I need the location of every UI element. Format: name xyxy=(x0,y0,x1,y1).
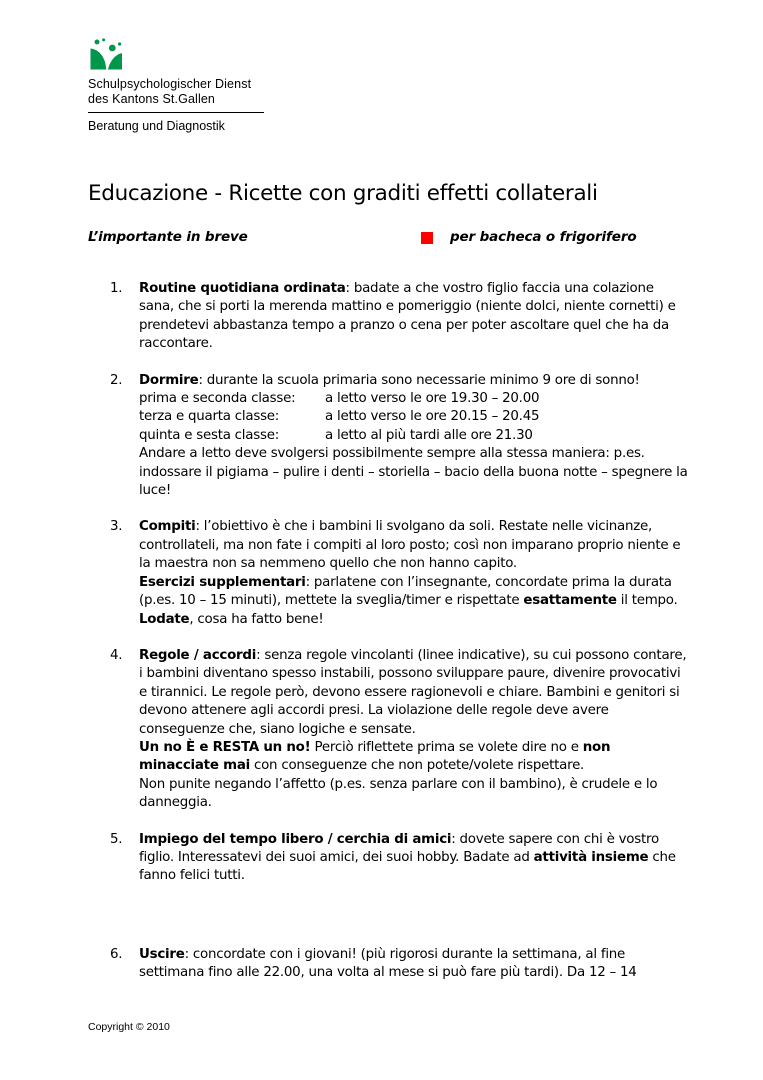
table-row xyxy=(139,427,539,445)
list-item-body: : durante la scuola primaria sono necessarie minimo 9 ore di sonno! xyxy=(198,372,640,388)
list-item-body-part-a: : dovete sapere con chi è vostro figlio. Interessatevi dei suoi amici, dei suoi hobby. Badate ad xyxy=(139,831,659,865)
list-item-body-secondary: Andare a letto deve svolgersi possibilmente sempre alla stessa maniera: p.es. indossare il pigiama – pulire i denti – storiella – bacio della buona notte – spegnere la luce! xyxy=(139,446,688,499)
list-item-emphasis: esattamente xyxy=(523,593,617,609)
list-item-heading: Routine quotidiana ordinata xyxy=(139,281,346,296)
list-item-number: 1. xyxy=(110,281,123,296)
list-item-number: 3. xyxy=(110,519,123,535)
organization-name xyxy=(88,77,338,106)
list-item-text xyxy=(139,647,688,739)
list-item-text xyxy=(139,831,688,886)
table-row xyxy=(139,408,539,426)
bedtime-schedule-table xyxy=(139,390,539,445)
schedule-grade-label: quinta e sesta classe: xyxy=(139,427,279,443)
subtitle-right: per bacheca o frigorifero xyxy=(450,229,637,245)
list-item-text-secondary xyxy=(139,739,688,776)
page-title: Educazione - Ricette con graditi effetti collaterali xyxy=(88,181,598,207)
list-item-number: 2. xyxy=(110,372,123,388)
list-item xyxy=(88,946,688,983)
list-item xyxy=(88,372,688,501)
list-item-heading: Compiti xyxy=(139,519,196,535)
list-item-body-part-a: : parlatene con l’insegnante, concordate prima la durata (p.es. 10 – 15 minuti), mettete la sveglia/timer e rispettate xyxy=(139,574,672,609)
list-item-number: 5. xyxy=(110,831,123,847)
list-item-number: 6. xyxy=(110,946,123,962)
list-item-subheading: Esercizi supplementari xyxy=(139,574,306,590)
list-item-emphasis: attività insieme xyxy=(533,849,649,865)
recommendations-list xyxy=(88,280,688,1001)
footer-copyright: Copyright © 2010 xyxy=(88,1021,170,1033)
list-item-text-tertiary xyxy=(139,611,688,629)
ssd-people-logo-icon xyxy=(88,38,124,72)
schedule-time-value: a letto verso le ore 20.15 – 20.45 xyxy=(325,409,540,425)
subtitle-row xyxy=(88,229,678,249)
list-item-body-part-a: Perciò riflettete prima se volete dire no e xyxy=(310,739,583,755)
schedule-time-value: a letto verso le ore 19.30 – 20.00 xyxy=(325,391,540,407)
schedule-grade-label: terza e quarta classe: xyxy=(139,409,280,425)
list-item-text-secondary xyxy=(139,574,688,611)
list-item-body-tertiary: , cosa ha fatto bene! xyxy=(189,611,324,627)
list-item-heading: Uscire xyxy=(139,946,185,962)
schedule-time-value: a letto al più tardi alle ore 21.30 xyxy=(325,427,533,443)
list-item-text xyxy=(139,946,688,983)
list-item-body-part-b: il tempo. xyxy=(616,593,678,609)
list-item xyxy=(88,831,688,886)
list-item-body: : badate a che vostro figlio faccia una colazione sana, che si porti la merenda mattino e pomeriggio (niente dolci, niente cornetti) e prendetevi abbastanza tempo a pranzo o cena per poter ascoltare quel che ha da raccontare. xyxy=(139,281,676,352)
list-item-subheading: Un no È e RESTA un no! xyxy=(139,739,311,755)
section-spacer xyxy=(88,904,688,946)
organization-name-line2: des Kantons St.Gallen xyxy=(88,91,216,106)
list-item-heading: Dormire xyxy=(139,372,199,388)
list-item xyxy=(88,518,688,628)
list-item-emphasis: non minacciate mai xyxy=(139,739,611,774)
list-item-text xyxy=(139,372,688,390)
list-item-body-part-b: con conseguenze che non potete/volete rispettare. xyxy=(249,758,585,774)
list-item-heading: Impiego del tempo libero / cerchia di amici xyxy=(139,831,452,847)
list-item xyxy=(88,647,688,813)
subtitle-left: L’importante in breve xyxy=(88,229,248,245)
list-item-body: : l’obiettivo è che i bambini li svolgano da soli. Restate nelle vicinanze, controllateli, ma non fate i compiti al loro posto; così non imparano proprio niente e la maestra non sa nemmeno quello che non hanno capito. xyxy=(139,519,681,572)
table-row xyxy=(139,390,539,408)
schedule-grade-label: prima e seconda classe: xyxy=(139,391,296,407)
letterhead-divider xyxy=(88,112,264,113)
list-item-heading: Regole / accordi xyxy=(139,647,257,663)
list-item xyxy=(88,280,688,354)
list-item-text xyxy=(139,518,688,573)
list-item-body-part-b: che fanno felici tutti. xyxy=(139,849,676,884)
list-item-body: : senza regole vincolanti (linee indicative), su cui possono contare, i bambini diventano spesso instabili, possono sviluppare paure, divenire provocativi e tirannici. Le regole però, devono essere ragionevoli e chiare. Bambini e genitori si devono attenere agli accordi presi. La violazione delle regole deve avere conseguenze che, siano logiche e sensate. xyxy=(139,647,687,737)
list-item-subheading-2: Lodate xyxy=(139,611,190,627)
organization-name-line1: Schulpsychologischer Dienst xyxy=(88,77,252,91)
list-item-number: 4. xyxy=(110,647,123,663)
list-item-body: : concordate con i giovani! (più rigorosi durante la settimana, al fine settimana fino alle 22.00, una volta al mese si può fare più tardi). Da 12 – 14 xyxy=(139,946,637,981)
red-square-marker-icon xyxy=(421,232,433,244)
list-item-text xyxy=(139,280,688,354)
list-item-text-tertiary: Non punite negando l’affetto (p.es. senza parlare con il bambino), è crudele e lo danneggia. xyxy=(139,776,658,811)
letterhead xyxy=(88,38,338,134)
organization-subdivision: Beratung und Diagnostik xyxy=(88,119,225,133)
